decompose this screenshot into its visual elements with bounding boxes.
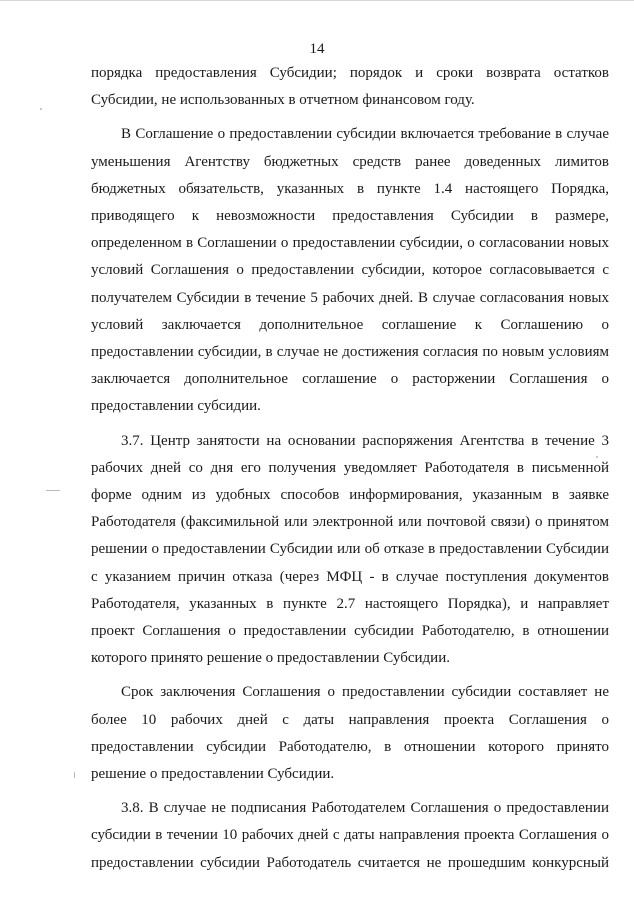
- scan-speck: [46, 490, 60, 491]
- scan-speck: [74, 772, 75, 778]
- document-body: [91, 60, 609, 884]
- paragraph-2: В Соглашение о предоставлении субсидии включается требование в случае уменьшения Агентству бюджетных средств ранее доведенных лимитов бюджетных обязательств, указанных в пункте 1.4 настоящего Порядка, приводящего к невозможности предоставления Субсидии в размере, определенном в Соглашении о предоставлении субсидии, о согласовании новых условий Соглашения о предоставлении субсидии, которое согласовывается с получателем Субсидии в течение 5 рабочих дней. В случае согласования новых условий заключается дополнительное соглашение к Соглашению о предоставлении субсидии, в случае не достижения согласия по новым условиям заключается дополнительное соглашение о расторжении Соглашения о предоставлении субсидии.: [91, 126, 609, 415]
- paragraph-4: Срок заключения Соглашения о предоставлении субсидии составляет не более 10 рабочих дней с даты направления проекта Соглашения о предоставлении субсидии Работодателю, в отношении которого принято решение о предоставлении Субсидии.: [91, 684, 609, 783]
- scan-speck: [596, 456, 598, 458]
- scan-speck: [40, 108, 42, 110]
- paragraph-3-section-3-7: 3.7. Центр занятости на основании распоряжения Агентства в течение 3 рабочих дней со дня его получения уведомляет Работодателя в письменной форме одним из удобных способов информирования, указанным в заявке Работодателя (факсимильной или электронной или почтовой связи) о принятом решении о предоставлении Субсидии или об отказе в предоставлении Субсидии с указанием причин отказа (через МФЦ - в случае поступления документов Работодателя, указанных в пункте 2.7 настоящего Порядка), и направляет проект Соглашения о предоставлении субсидии Работодателю, в отношении которого принято решение о предоставлении Субсидии.: [91, 432, 609, 667]
- top-edge-rule: [0, 0, 634, 1]
- page-number: 14: [309, 41, 325, 57]
- paragraph-5-section-3-8: 3.8. В случае не подписания Работодателем Соглашения о предоставлении субсидии в течении 10 рабочих дней с даты направления проекта Соглашения о предоставлении субсидии Работодатель считается не прошедшим конкурсный: [91, 800, 609, 871]
- paragraph-1: порядка предоставления Субсидии; порядок и сроки возврата остатков Субсидии, не использованных в отчетном финансовом году.: [91, 65, 609, 109]
